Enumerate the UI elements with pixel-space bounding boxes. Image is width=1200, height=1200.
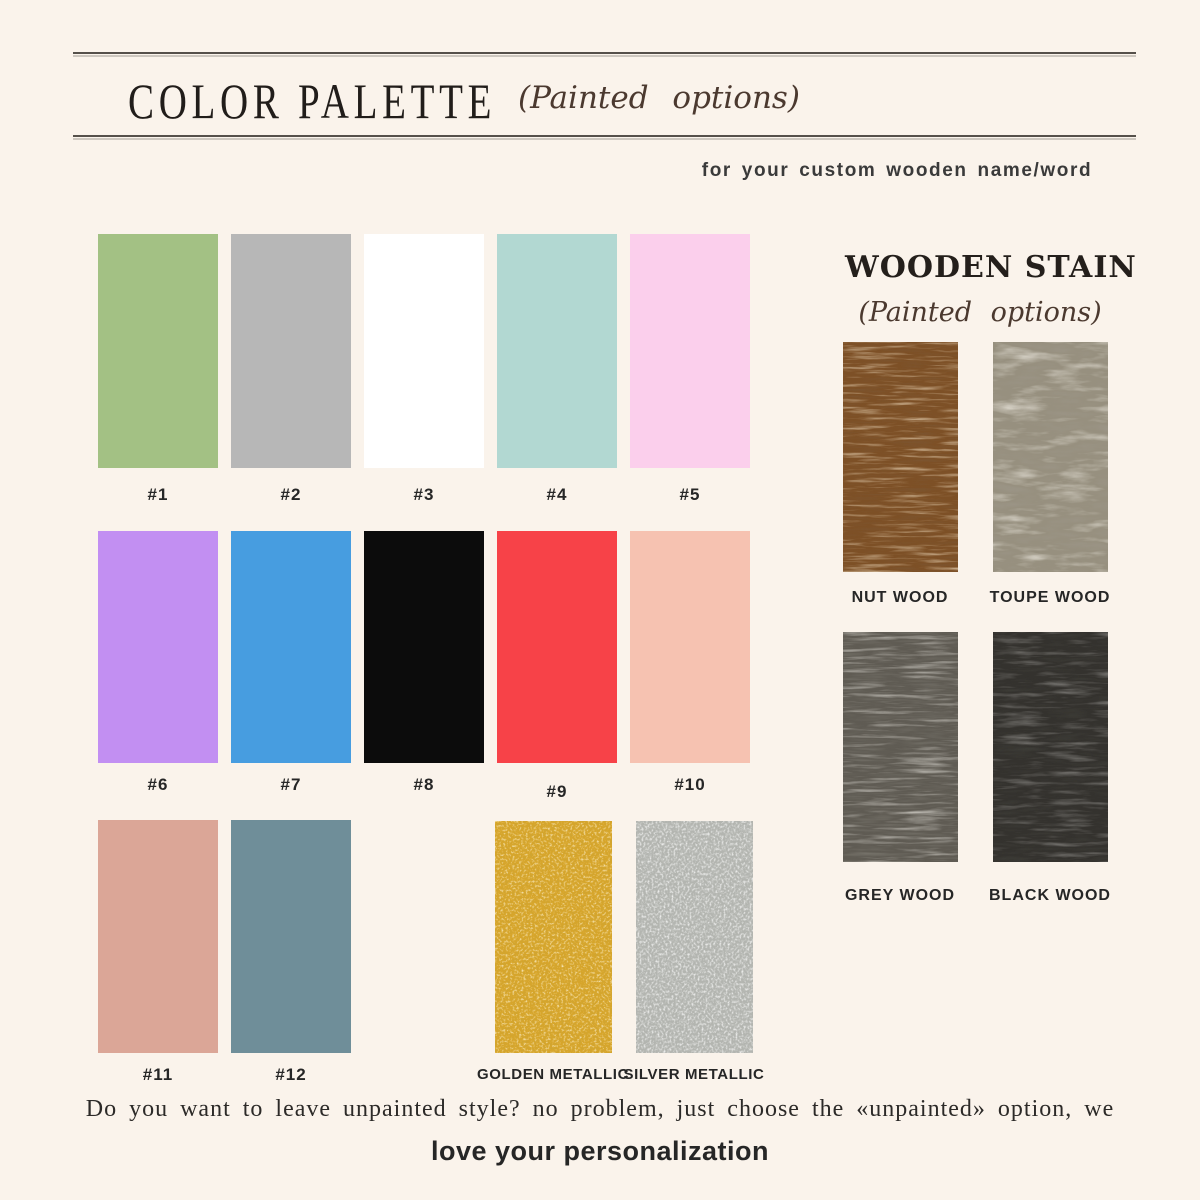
wood-swatch-toupe [993,342,1108,572]
color-swatch-label-2: #2 [280,485,302,504]
silver-glitter-texture [636,821,753,1053]
color-swatch-2 [231,234,351,468]
color-swatch-12 [231,820,351,1053]
color-swatch-label-11: #11 [142,1065,174,1084]
color-swatch-10 [630,531,750,763]
divider-line-top [73,52,1136,54]
painted-options-note: (Painted options) [518,80,800,116]
footer-unpainted-note: Do you want to leave unpainted style? no problem, just choose the «unpainted» option, we [85,1096,1115,1122]
color-swatch-8 [364,531,484,763]
color-swatch-7 [231,531,351,763]
grey-wood-label: GREY WOOD [844,887,956,904]
silver-metallic-swatch [636,821,753,1053]
wood-swatch-grey [843,632,958,862]
color-swatch-label-1: #1 [147,485,169,504]
silver-metallic-label: SILVER METALLIC [623,1066,765,1083]
color-swatch-label-4: #4 [546,485,568,504]
golden-metallic-swatch [495,821,612,1053]
color-swatch-label-6: #6 [147,775,169,794]
black-wood-texture [993,632,1108,862]
color-swatch-label-10: #10 [674,775,706,794]
color-swatch-label-5: #5 [679,485,701,504]
wood-swatch-nut [843,342,958,572]
wooden-stain-title: WOODEN STAIN [845,250,1137,285]
wood-swatch-black [993,632,1108,862]
color-swatch-3 [364,234,484,468]
color-swatch-label-8: #8 [413,775,435,794]
golden-metallic-label: GOLDEN METALLIC [476,1066,630,1083]
color-swatch-9 [497,531,617,763]
color-swatch-6 [98,531,218,763]
color-swatch-1 [98,234,218,468]
color-swatch-label-9: #9 [546,782,568,801]
nut-wood-label: NUT WOOD [851,589,949,606]
wooden-stain-painted-note: (Painted options) [858,297,1102,328]
grey-wood-texture [843,632,958,862]
black-wood-label: BLACK WOOD [989,887,1111,904]
color-swatch-11 [98,820,218,1053]
color-swatch-label-12: #12 [275,1065,307,1084]
footer-personalization-note: love your personalization [430,1136,770,1166]
color-swatch-5 [630,234,750,468]
nut-wood-texture [843,342,958,572]
divider-line-bottom [73,135,1136,137]
color-swatch-label-7: #7 [280,775,302,794]
page-title: COLOR PALETTE [128,73,497,129]
toupe-wood-texture [993,342,1108,572]
gold-glitter-texture [495,821,612,1053]
subtitle: for your custom wooden name/word [701,160,1093,181]
color-swatch-4 [497,234,617,468]
toupe-wood-label: TOUPE WOOD [989,589,1111,606]
color-swatch-label-3: #3 [413,485,435,504]
